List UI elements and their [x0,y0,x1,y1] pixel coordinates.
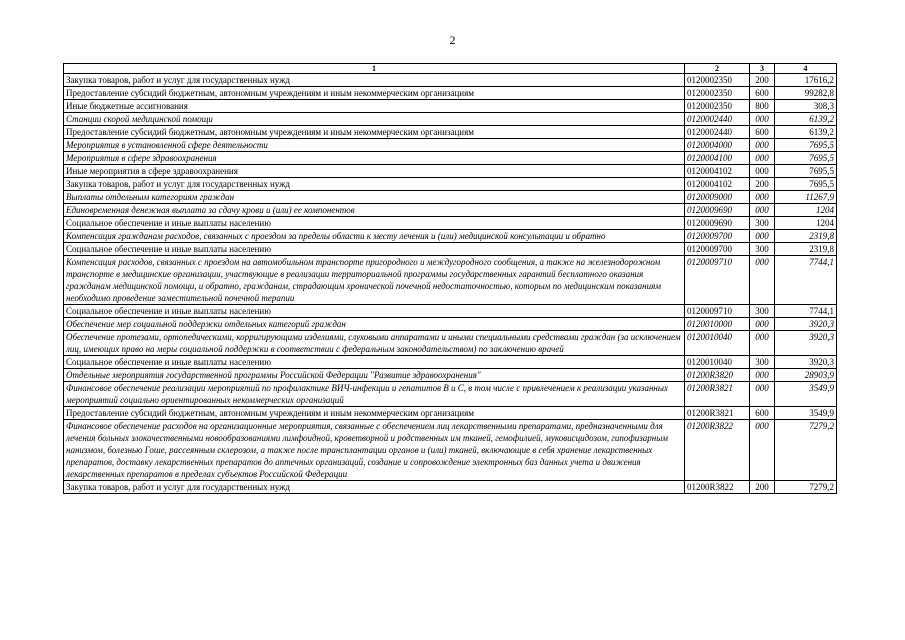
row-type-cell: 300 [750,356,775,369]
table-row [64,74,837,87]
row-code-cell: 0120010040 [685,331,750,356]
header-col-1: 1 [64,64,685,74]
row-name-cell: Компенсация гражданам расходов, связанных с проездом за пределы области к месту лечения и (или) медицинской консультации и обратно [64,230,685,243]
row-amount-cell: 2319,8 [775,230,837,243]
table-row [64,139,837,152]
row-code-cell: 01200R3820 [685,369,750,382]
page-number: 2 [449,33,456,47]
row-amount-cell: 3549,9 [775,382,837,407]
row-name-cell: Иные бюджетные ассигнования [64,100,685,113]
budget-table [63,63,837,494]
row-name-cell: Финансовое обеспечение реализации мероприятий по профилактике ВИЧ-инфекции и гепатитов В и С, в том числе с привлечением к реализации указанных мероприятий социально ориентированных некоммерческих организаций [64,382,685,407]
table-row [64,230,837,243]
row-type-cell: 300 [750,243,775,256]
row-type-cell: 600 [750,87,775,100]
row-type-cell: 000 [750,369,775,382]
table-row [64,369,837,382]
table-row [64,481,837,494]
row-amount-cell: 1204 [775,204,837,217]
row-type-cell: 600 [750,407,775,420]
row-name-cell: Выплаты отдельным категориям граждан [64,191,685,204]
row-amount-cell: 7744,1 [775,256,837,305]
row-name-cell: Социальное обеспечение и иные выплаты населению [64,356,685,369]
row-type-cell: 000 [750,191,775,204]
row-code-cell: 0120004102 [685,178,750,191]
row-type-cell: 000 [750,318,775,331]
table-row [64,204,837,217]
header-col-4: 4 [775,64,837,74]
row-code-cell: 0120010000 [685,318,750,331]
row-name-cell: Предоставление субсидий бюджетным, автономным учреждениям и иным некоммерческим организациям [64,126,685,139]
row-amount-cell: 17616,2 [775,74,837,87]
row-amount-cell: 2319,8 [775,243,837,256]
row-amount-cell: 7279,2 [775,420,837,481]
table-row [64,243,837,256]
table-row [64,318,837,331]
table-row [64,407,837,420]
row-name-cell: Компенсация расходов, связанных с проездом на автомобильном транспорте пригородного и междугородного сообщения, а также на железнодорожном транспорте в медицинские организации, участвующие в реализации территориальной программы государственных гарантий бесплатного оказания гражданам медицинской помощи, и обратно, гражданам, страдающим хронической почечной недостаточностью, которым по медицинским показаниям необходимо проведение заместительной почечной терапии [64,256,685,305]
table-row [64,126,837,139]
row-type-cell: 000 [750,113,775,126]
table-row [64,256,837,305]
table-row [64,165,837,178]
row-name-cell: Предоставление субсидий бюджетным, автономным учреждениям и иным некоммерческим организациям [64,407,685,420]
row-amount-cell: 11267,9 [775,191,837,204]
header-col-2: 2 [685,64,750,74]
row-type-cell: 200 [750,481,775,494]
row-amount-cell: 7279,2 [775,481,837,494]
table-row [64,382,837,407]
row-code-cell: 0120009690 [685,217,750,230]
row-type-cell: 000 [750,256,775,305]
row-name-cell: Обеспечение протезами, ортопедическими, корригирующими изделиями, слуховыми аппаратами и иными специальными средствами граждан (за исключением лиц, имеющих право на меры социальной поддержки в соответствии с федеральным законодательством) по заключению врачей [64,331,685,356]
row-code-cell: 0120009700 [685,243,750,256]
row-code-cell: 0120009710 [685,305,750,318]
row-code-cell: 0120002350 [685,100,750,113]
row-code-cell: 01200R3821 [685,382,750,407]
table-row [64,420,837,481]
row-name-cell: Закупка товаров, работ и услуг для государственных нужд [64,74,685,87]
row-name-cell: Закупка товаров, работ и услуг для государственных нужд [64,481,685,494]
row-amount-cell: 99282,8 [775,87,837,100]
table-row [64,305,837,318]
table-row [64,113,837,126]
row-code-cell: 0120009710 [685,256,750,305]
row-name-cell: Единовременная денежная выплата за сдачу крови и (или) ее компонентов [64,204,685,217]
row-name-cell: Иные мероприятия в сфере здравоохранения [64,165,685,178]
row-type-cell: 300 [750,305,775,318]
row-code-cell: 0120002440 [685,113,750,126]
row-name-cell: Закупка товаров, работ и услуг для государственных нужд [64,178,685,191]
row-type-cell: 000 [750,420,775,481]
row-code-cell: 01200R3821 [685,407,750,420]
table-row [64,87,837,100]
row-type-cell: 600 [750,126,775,139]
row-name-cell: Обеспечение мер социальной поддержки отдельных категорий граждан [64,318,685,331]
row-name-cell: Отдельные мероприятия государственной программы Российской Федерации "Развитие здравоохранения" [64,369,685,382]
row-amount-cell: 3920,3 [775,318,837,331]
row-name-cell: Мероприятия в сфере здравоохранения [64,152,685,165]
header-col-3: 3 [750,64,775,74]
table-header-row [64,64,837,74]
row-amount-cell: 308,3 [775,100,837,113]
row-amount-cell: 3920,3 [775,331,837,356]
table-row [64,356,837,369]
row-code-cell: 0120004100 [685,152,750,165]
row-code-cell: 0120002350 [685,74,750,87]
row-type-cell: 000 [750,331,775,356]
row-name-cell: Станции скорой медицинской помощи [64,113,685,126]
row-amount-cell: 7744,1 [775,305,837,318]
row-type-cell: 200 [750,74,775,87]
row-amount-cell: 28903,9 [775,369,837,382]
table-row [64,152,837,165]
row-name-cell: Социальное обеспечение и иные выплаты населению [64,217,685,230]
table-row [64,178,837,191]
row-code-cell: 0120009690 [685,204,750,217]
row-type-cell: 000 [750,165,775,178]
row-type-cell: 000 [750,204,775,217]
row-name-cell: Социальное обеспечение и иные выплаты населению [64,243,685,256]
row-amount-cell: 3549,9 [775,407,837,420]
row-type-cell: 000 [750,152,775,165]
row-name-cell: Социальное обеспечение и иные выплаты населению [64,305,685,318]
row-amount-cell: 1204 [775,217,837,230]
row-amount-cell: 7695,5 [775,139,837,152]
row-code-cell: 0120004000 [685,139,750,152]
row-amount-cell: 6139,2 [775,126,837,139]
row-code-cell: 0120010040 [685,356,750,369]
row-code-cell: 0120002350 [685,87,750,100]
row-type-cell: 800 [750,100,775,113]
row-amount-cell: 7695,5 [775,178,837,191]
row-amount-cell: 7695,5 [775,165,837,178]
table-row [64,217,837,230]
row-type-cell: 000 [750,139,775,152]
table-row [64,100,837,113]
row-type-cell: 000 [750,382,775,407]
row-code-cell: 01200R3822 [685,420,750,481]
table-row [64,331,837,356]
row-amount-cell: 6139,2 [775,113,837,126]
row-type-cell: 200 [750,178,775,191]
row-code-cell: 0120004102 [685,165,750,178]
row-type-cell: 300 [750,217,775,230]
table-body [64,74,837,494]
row-code-cell: 0120002440 [685,126,750,139]
row-code-cell: 0120009000 [685,191,750,204]
row-type-cell: 000 [750,230,775,243]
row-name-cell: Предоставление субсидий бюджетным, автономным учреждениям и иным некоммерческим организациям [64,87,685,100]
row-name-cell: Мероприятия в установленной сфере деятельности [64,139,685,152]
table-row [64,191,837,204]
row-amount-cell: 3920,3 [775,356,837,369]
row-amount-cell: 7695,5 [775,152,837,165]
row-code-cell: 0120009700 [685,230,750,243]
row-name-cell: Финансовое обеспечение расходов на организационные мероприятия, связанные с обеспечением лиц лекарственными препаратами, предназначенными для лечения больных злокачественными новообразованиями лимфоидной, кроветворной и родственных им тканей, гемофилией, муковисцидозом, гипофизарным нанизмом, болезнью Гоше, рассеянным склерозом, а также после трансплантации органов и (или) тканей, включающие в себя хранение лекарственных препаратов, доставку лекарственных препаратов до аптечных организаций, создание и сопровождение электронных баз данных учета и движения лекарственных препаратов в пределах субъектов Российской Федерации [64,420,685,481]
row-code-cell: 01200R3822 [685,481,750,494]
